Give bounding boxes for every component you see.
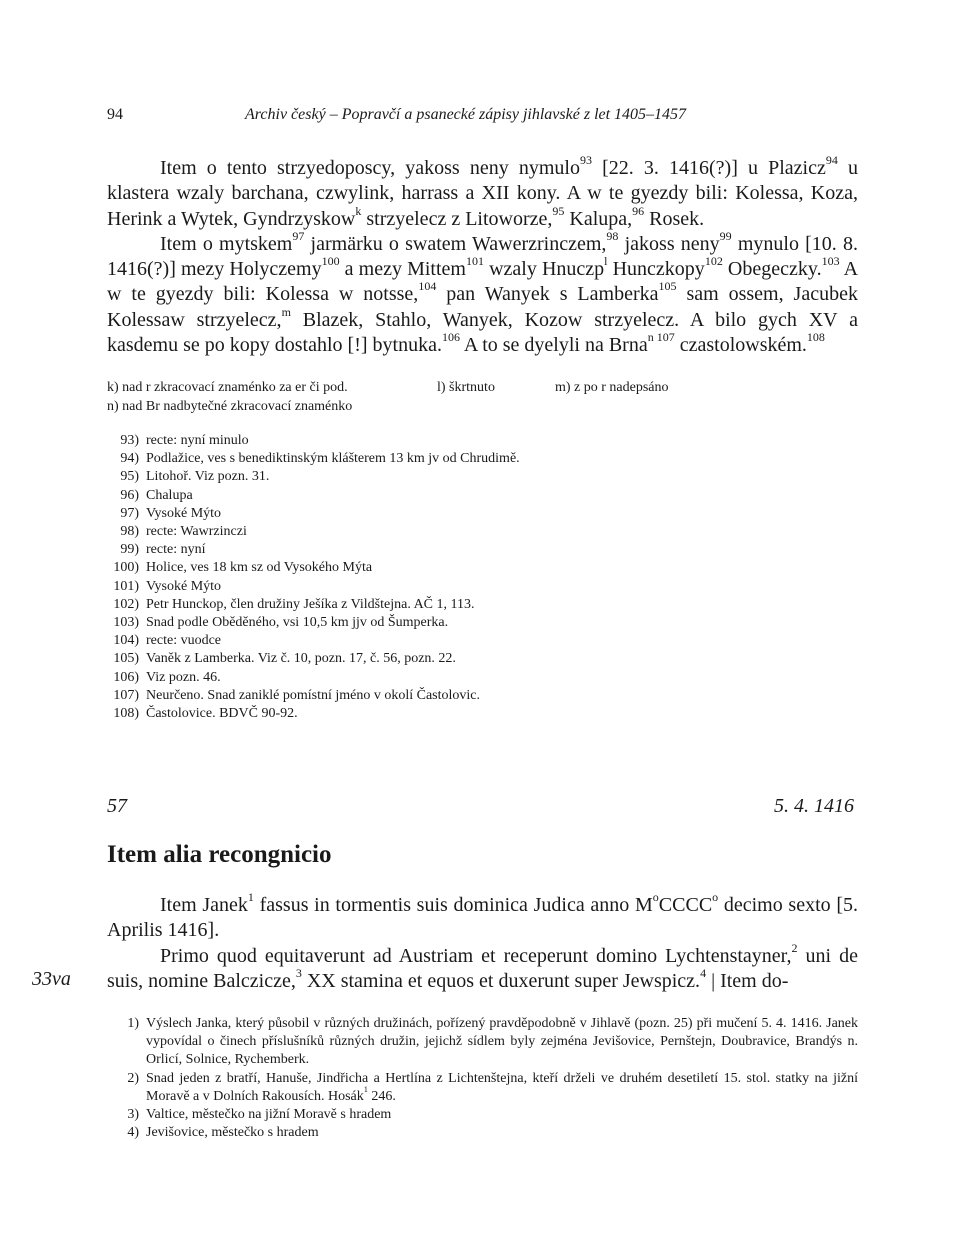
footnote: 106) Viz pozn. 46. xyxy=(113,669,221,685)
superscript: o xyxy=(652,889,659,904)
superscript: 1 xyxy=(363,1085,368,1095)
footnote: 107) Neurčeno. Snad zaniklé pomístní jméno v okolí Častolovic. xyxy=(113,687,480,703)
footnote: 2) Snad jeden z bratří, Hanuše, Jindřicha a Hertlína z Lichtenštejna, kteří drželi ve druhém desetiletí 15. stol. statky na jižní Moravě a v Dolních Rakousích. Hosák$^1$ 246. xyxy=(127,1070,858,1104)
footnote: 98) recte: Wawrzinczi xyxy=(120,524,247,540)
footnote-ref: 95 xyxy=(552,203,565,218)
footnote-ref: 96 xyxy=(632,203,645,218)
footnote-ref: 103 xyxy=(821,254,840,269)
document-title: Item alia recongnicio xyxy=(107,841,332,868)
footnote-ref: 2 xyxy=(791,940,798,955)
critical-note-n: n) nad Br nadbytečné zkracovací znaménko xyxy=(107,399,353,414)
folio-margin-note: 33va xyxy=(32,968,71,990)
critical-note-m: m) z po r nadepsáno xyxy=(555,380,669,395)
footnote: 99) recte: nyní xyxy=(120,542,206,558)
footnote: 104) recte: vuodce xyxy=(113,633,222,649)
paragraph: Item o mytskem$^{97}$ jarmärku o swatem Wawerzrinczem,$^{98}$ jakoss neny$^{99}$ mynulo [10. 8. 1416(?)] mezy Holyczemy$^{100}$ a mezy Mittem$^{101}$ wzaly Hnuczp$^l$ Hunczkopy$^{102}$ Obegeczky.$^{103}$ A w te gyezdy bili: Kolessa w notsse,$^{104}$ pan Wanyek s Lamberka$^{105}$ sam ossem, Jacubek Kolessaw strzyelecz,$^m$ Blazek, Stahlo, Wanyek, Kozow strzyelecz. A bilo gych XV a kasdemu se po kopy dostahlo [!] bytnuka.$^{106}$ A to se dyelyli na Brna$^{n 107}$ czastolowském.$^{108}$ xyxy=(107,228,859,357)
footnote-ref: 98 xyxy=(606,228,619,243)
footnote: 102) Petr Hunckop, člen družiny Ješíka z Vildštejna. AČ 1, 113. xyxy=(113,596,475,612)
footnote-ref: n 107 xyxy=(647,330,675,345)
footnote-ref: 1 xyxy=(247,889,254,904)
footnote: 100) Holice, ves 18 km sz od Vysokého Mýta xyxy=(113,560,373,576)
footnote: 1) Výslech Janka, který působil v různých družinách, pořízený pravděpodobně v Jihlavě (pozn. 25) při mučení 5. 4. 1416. Janek vypovídal o činech příslušníků různých družin, jejichž sídlem byly zejména Jevišovice, Pernštejn, Doubravice, Brandýs n. Orlicí, Solnice, Rychemberk. xyxy=(127,1016,858,1068)
critical-ref: m xyxy=(281,304,291,319)
footnotes-bottom xyxy=(107,1015,858,1142)
superscript: o xyxy=(712,889,719,904)
document-date: 5. 4. 1416 xyxy=(774,795,854,817)
paragraph: Primo quod equitaverunt ad Austriam et receperunt domino Lychtenstayner,$^2$ uni de suis, nomine Balczicze,$^3$ XX stamina et equos et duxerunt super Jewspicz.$^4$ | Item do- xyxy=(107,940,859,992)
main-text-top xyxy=(107,152,859,358)
footnote-ref: 3 xyxy=(295,965,302,980)
critical-apparatus xyxy=(107,378,858,416)
document-number: 57 xyxy=(107,795,127,817)
footnote: 108) Častolovice. BDVČ 90-92. xyxy=(113,706,298,722)
footnote: 4) Jevišovice, městečko s hradem xyxy=(127,1125,319,1141)
footnote-ref: 100 xyxy=(321,254,340,269)
footnote: 103) Snad podle Oběděného, vsi 10,5 km jjv od Šumperka. xyxy=(113,615,449,631)
paragraph: Item Janek$^1$ fassus in tormentis suis dominica Judica anno $M^oCCCC^o$ decimo sexto [5. Aprilis 1416]. xyxy=(107,889,859,942)
footnote-ref: 102 xyxy=(704,254,723,269)
footnote-ref: 94 xyxy=(825,152,838,167)
footnote: 93) recte: nyní minulo xyxy=(120,433,249,448)
footnote: 94) Podlažice, ves s benediktinským klášterem 13 km jv od Chrudimě. xyxy=(120,451,520,467)
footnote: 97) Vysoké Mýto xyxy=(120,505,222,521)
page-number: 94 xyxy=(107,106,123,123)
footnote: 105) Vaněk z Lamberka. Viz č. 10, pozn. 17, č. 56, pozn. 22. xyxy=(113,651,456,667)
footnote: 3) Valtice, městečko na jižní Moravě s hradem xyxy=(127,1107,392,1123)
footnote-ref: 4 xyxy=(700,965,707,980)
footnote-ref: 105 xyxy=(658,279,677,294)
footnote-ref: 99 xyxy=(719,228,732,243)
running-title: Archiv český – Popravčí a psanecké zápisy jihlavské z let 1405–1457 xyxy=(245,106,687,123)
critical-ref: l xyxy=(604,254,608,269)
critical-note-l: l) škrtnuto xyxy=(437,380,495,395)
footnote-ref: 93 xyxy=(579,152,592,167)
critical-note-k: k) nad r zkracovací znaménko za er či pod. xyxy=(107,380,348,395)
footnote: 96) Chalupa xyxy=(120,487,193,503)
critical-ref: k xyxy=(355,203,362,218)
footnote-ref: 104 xyxy=(418,279,437,294)
paragraph: Item o tento strzyedoposcy, yakoss neny nymulo$^{93}$ [22. 3. 1416(?)] u Plazicz$^{94}$ u klastera wzaly barchana, czwylink, harrass a XII kony. A w te gyezdy bili: Kolessa, Koza, Herink a Wytek, Gyndrzyskow$^k$ strzyelecz z Litoworze,$^{95}$ Kalupa,$^{96}$ Rosek. xyxy=(107,152,859,230)
footnote-ref: 108 xyxy=(806,330,825,345)
footnote-ref: 97 xyxy=(292,228,305,243)
footnote: 101) Vysoké Mýto xyxy=(113,578,222,594)
footnotes-top xyxy=(107,432,858,723)
footnote: 95) Litohoř. Viz pozn. 31. xyxy=(120,469,270,485)
main-text-bottom xyxy=(107,889,859,994)
footnote-ref: 101 xyxy=(465,254,484,269)
footnote-ref: 106 xyxy=(441,330,460,345)
